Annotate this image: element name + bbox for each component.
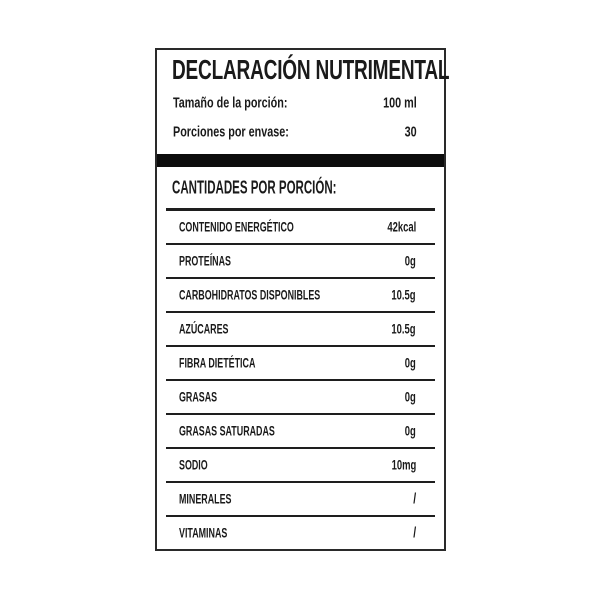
servings-per-container-row	[157, 117, 444, 146]
table-row-fat	[166, 381, 435, 415]
row-label: GRASAS SATURADAS	[179, 423, 275, 439]
table-row-sugars	[166, 313, 435, 347]
row-value: 0g	[404, 355, 416, 371]
table-row-carbohydrates	[166, 279, 435, 313]
row-value: 10mg	[391, 457, 416, 473]
row-value: 0g	[404, 253, 416, 269]
table-row-minerals	[166, 483, 435, 517]
section-heading-text: CANTIDADES POR PORCIÓN:	[172, 177, 337, 197]
row-value: 10.5g	[391, 287, 416, 303]
row-label: CARBOHIDRATOS DISPONIBLES	[179, 287, 321, 303]
row-value: /	[413, 490, 416, 508]
table-row-protein	[166, 245, 435, 279]
section-heading	[157, 167, 444, 208]
row-label: MINERALES	[179, 491, 232, 507]
black-divider-bar	[157, 154, 444, 167]
serving-size-row	[157, 88, 444, 117]
nutrition-label	[155, 48, 450, 551]
label-title-text: DECLARACIÓN NUTRIMENTAL	[172, 54, 450, 85]
row-label: FIBRA DIETÉTICA	[179, 355, 256, 371]
label-title	[157, 52, 450, 88]
row-value: 42kcal	[387, 219, 416, 235]
row-label: SODIO	[179, 457, 208, 473]
table-row-vitamins	[166, 517, 435, 549]
row-label: VITAMINAS	[179, 525, 228, 541]
row-value: 0g	[404, 423, 416, 439]
row-label: PROTEÍNAS	[179, 253, 231, 269]
servings-per-container-value: 30	[404, 123, 417, 140]
label-body	[157, 167, 444, 549]
label-header	[157, 50, 450, 154]
serving-size-value: 100 ml	[383, 94, 417, 111]
row-label: GRASAS	[179, 389, 218, 405]
row-value: 0g	[404, 389, 416, 405]
table-row-saturated-fat	[166, 415, 435, 449]
row-value: /	[413, 524, 416, 542]
table-row-fiber	[166, 347, 435, 381]
nutrient-table	[166, 208, 435, 549]
servings-per-container-label: Porciones por envase:	[173, 123, 289, 140]
table-row-sodium	[166, 449, 435, 483]
row-label: AZÚCARES	[179, 321, 229, 337]
serving-size-label: Tamaño de la porción:	[173, 94, 288, 111]
row-value: 10.5g	[391, 321, 416, 337]
table-row-energy	[166, 211, 435, 245]
row-label: CONTENIDO ENERGÉTICO	[179, 219, 294, 235]
